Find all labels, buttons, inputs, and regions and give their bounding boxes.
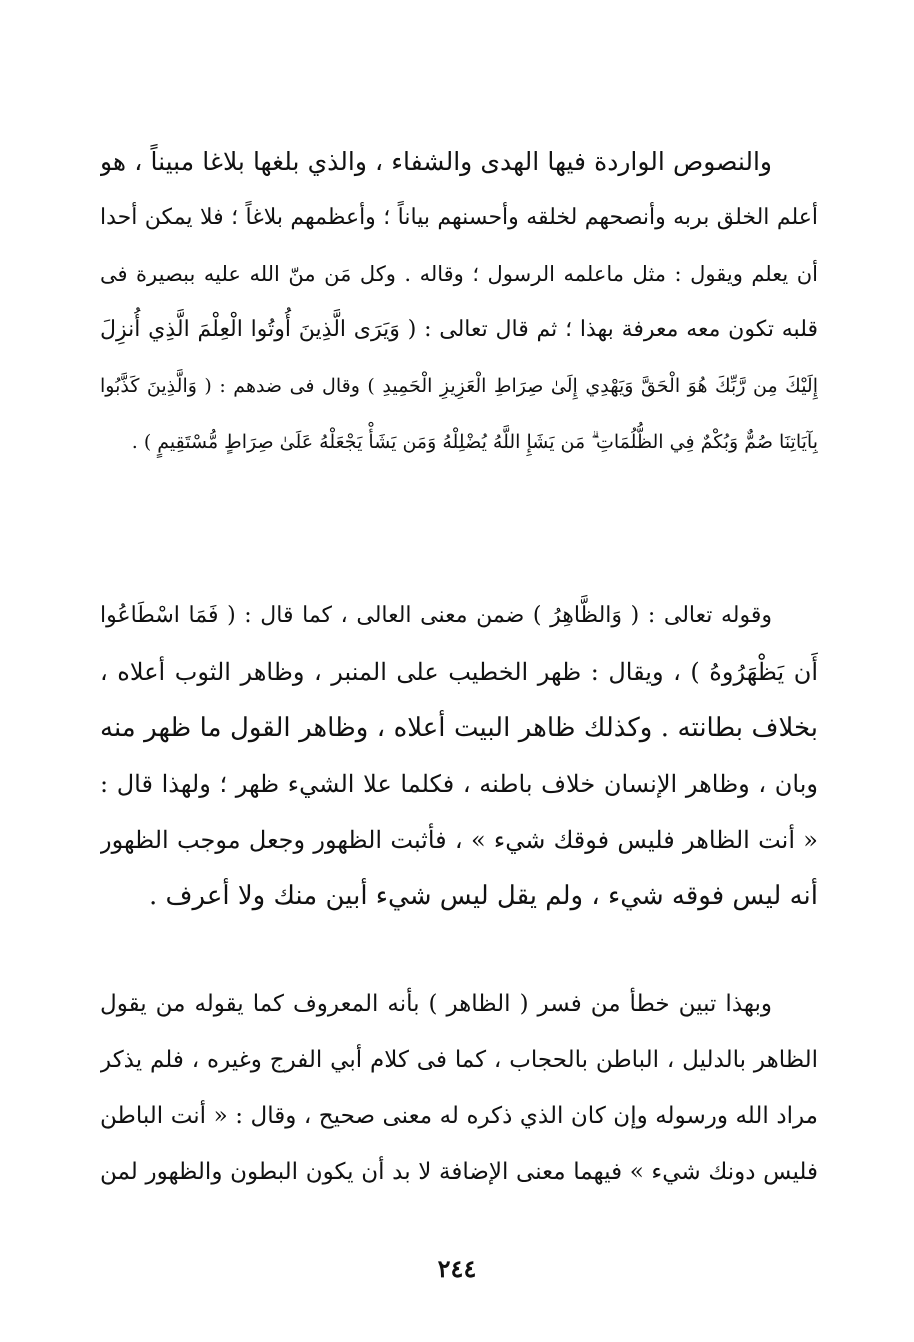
paragraph-3 xyxy=(100,976,818,1200)
text-line: « أنت الظاهر فليس فوقك شيء » ، فأثبت الظهور وجعل موجب الظهور xyxy=(100,826,818,854)
text-line: وبهذا تبين خطأ من فسر ( الظاهر ) بأنه المعروف كما يقوله من يقول xyxy=(100,991,773,1017)
text-line: أَن يَظْهَرُوهُ ) ، ويقال : ظهر الخطيب على المنبر ، وظاهر الثوب أعلاه ، xyxy=(100,658,818,686)
text-line: والنصوص الواردة فيها الهدى والشفاء ، والذي بلغها بلاغا مبيناً ، هو xyxy=(100,147,772,176)
text-line: أعلم الخلق بربه وأنصحهم لخلقه وأحسنهم بياناً ؛ وأعظمهم بلاغاً ؛ فلا يمكن أحدا xyxy=(100,205,818,230)
text-line: أنه ليس فوقه شيء ، ولم يقل ليس شيء أبين منك ولا أعرف . xyxy=(149,881,818,911)
quran-verse-line: إِلَيْكَ مِن رَّبِّكَ هُوَ الْحَقَّ وَيَهْدِي إِلَىٰ صِرَاطِ الْعَزِيزِ الْحَمِيدِ ) وقال فى ضدهم : ( وَالَّذِينَ كَذَّبُوا xyxy=(100,375,818,397)
text-line: فليس دونك شيء » فيهما معنى الإضافة لا بد أن يكون البطون والظهور لمن xyxy=(100,1159,818,1185)
text-line: وبان ، وظاهر الإنسان خلاف باطنه ، فكلما علا الشيء ظهر ؛ ولهذا قال : xyxy=(100,770,818,798)
text-line: الظاهر بالدليل ، الباطن بالحجاب ، كما فى كلام أبي الفرج وغيره ، فلم يذكر xyxy=(100,1047,818,1073)
text-line: بخلاف بطانته . وكذلك ظاهر البيت أعلاه ، وظاهر القول ما ظهر منه xyxy=(100,713,818,743)
text-line: وقوله تعالى : ( وَالظَّاهِرُ ) ضمن معنى العالى ، كما قال : ( فَمَا اسْطَاعُوا xyxy=(100,603,772,628)
quran-verse-line: بِآيَاتِنَا صُمٌّ وَبُكْمٌ فِي الظُّلُمَاتِ ۗ مَن يَشَإِ اللَّهُ يُضْلِلْهُ وَمَن يَشَأْ يَجْعَلْهُ عَلَىٰ صِرَاطٍ مُّسْتَقِيمٍ ) . xyxy=(131,431,818,453)
text-line: قلبه تكون معه معرفة بهذا ؛ ثم قال تعالى : ( وَيَرَى الَّذِينَ أُوتُوا الْعِلْمَ الَّذِي أُنزِلَ xyxy=(100,317,818,342)
text-line: أن يعلم ويقول : مثل ماعلمه الرسول ؛ وقاله . وكل مَن منّ الله عليه ببصيرة فى xyxy=(100,262,818,286)
paragraph-2 xyxy=(100,588,818,924)
page-number: ٢٤٤ xyxy=(437,1254,477,1283)
paragraph-1 xyxy=(100,134,818,470)
text-line: مراد الله ورسوله وإن كان الذي ذكره له معنى صحيح ، وقال : « أنت الباطن xyxy=(100,1103,818,1129)
